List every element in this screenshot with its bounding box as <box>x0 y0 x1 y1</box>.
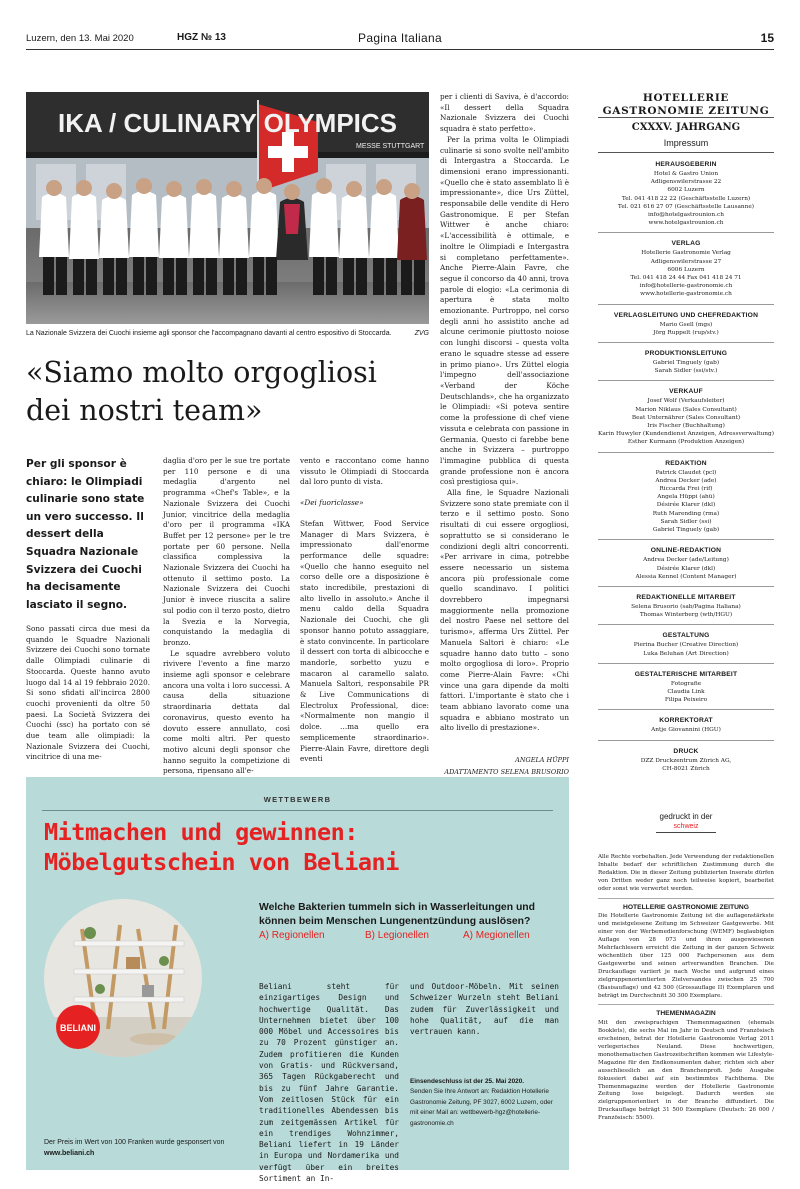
themenmagazin-description: Mit den zweisprachigen Themenmagazinen (ehemals Booklets), die sechs Mal im Jahr in Deutsch und Französisch erscheinen, betrat der Hotellerie Gastronomie Verlag 2011 verlegerisches Neuland. Diese hochwertigen, monothematischen Gastrozeitschriften kommen wie Lifestyle-Magazine für den Endkonsumenten daher, richten sich aber ausschliesslich an den Branchenprofi. Jede Ausgabe fokussiert dabei auf ein bestimmtes Fachthema. Die Themenmagazine werden der Hotellerie Gastronomie Zeitung lose beigelegt. Dadurch werden sie zielgruppenorientiert in der Branche diffundiert. Die Druckauflage beträgt 31 500 Exemplare (Deutsch: 26 000 / Französisch: 5500). <box>598 1020 774 1122</box>
impressum-section <box>598 311 774 343</box>
photo-caption-text: La Nazionale Svizzera dei Cuochi insieme agli sponsor che l'accompagnano davanti al centro espositivo di Stoccarda. <box>26 330 392 337</box>
issue-number: HGZ № 13 <box>177 32 226 43</box>
impressum-section-heading: HERAUSGEBERIN <box>655 161 717 168</box>
author-byline: ANGELA HÜPPI <box>515 756 569 764</box>
contest-question: Welche Bakterien tummeln sich in Wasserleitungen und können beim Menschen Lungenentzündung auslösen? <box>259 902 535 927</box>
beliani-logo-text: BELIANI <box>60 1023 96 1033</box>
furniture-illustration <box>44 899 202 1061</box>
impressum-section-heading: REDAKTIONELLE MITARBEIT <box>636 593 736 601</box>
article-subheading: «Dei fuoriclasse» <box>300 498 364 508</box>
adaptation-byline: ADATTAMENTO SELENA BRUSORIO <box>444 768 569 776</box>
impressum-credit-line: Pierina Bucher (Creative Direction) <box>633 642 739 649</box>
article-lead: Per gli sponsor è chiaro: le Olimpiadi culinarie sono state un vero successo. Il dessert della Squadra Nazionale Svizzera dei Cuochi ha decisamente lasciato il segno. <box>26 458 145 611</box>
article-headline <box>26 354 429 430</box>
impressum-credit-line: Adligenswilerstrasse 27 <box>650 258 722 265</box>
contest-deadline <box>410 1077 560 1129</box>
article-column-1 <box>26 624 150 763</box>
impressum-credit-line: CH-8021 Zürich <box>662 765 710 772</box>
headline-line-1: «Siamo molto orgogliosi <box>26 356 377 389</box>
impressum-credit-line: Antje Giovannini (HGU) <box>651 727 721 734</box>
impressum-credit-line: Esther Kurmann (Produktion Anzeigen) <box>627 439 745 446</box>
impressum-rule <box>598 152 774 153</box>
impressum-section-heading: DRUCK <box>673 747 699 755</box>
rights-notice: Alle Rechte vorbehalten. Jede Verwendung der redaktionellen Inhalte bedarf der schriftlichen Zustimmung durch die Redaktion. Die in dieser Zeitung publizierten Inserate dürfen von Dritten weder ganz noch teilweise kopiert, bearbeitet oder sonst wie verwertet werden. <box>598 854 774 892</box>
impressum-credit-line: Alessia Kennel (Content Manager) <box>635 573 737 580</box>
impressum-info <box>598 854 774 1127</box>
sponsor-description-left: Beliani steht für einzigartiges Design und hochwertige Qualität. Das Unternehmen bietet über 100 000 Möbel und Accessoires bis zu 70 Prozent günstiger an. Zudem profitieren die Kunden von Gratis- und Rückversand, 365 Tagen Rückgaberecht und bis zu fünf Jahre Garantie. Vom zeitlosen Stück für ein traditionelles Abendessen bis zum zeitgemässen Artikel für ein trendiges Wohnzimmer, Beliani liefert in 19 Länder in Europa und Nordamerika und verfügt über ein breites Sortiment an In- <box>259 982 399 1184</box>
hgz-description: Die Hotellerie Gastronomie Zeitung ist die auflagenstärkste und meistgelesene Zeitung im Schweizer Gastgewerbe. Mit einer von der Werbemedienforschung (WEMF) beglaubigten Auflage von 28 073 und ihren ausgewiesenen Mehrfachlesern erreicht die Zeitung in der ganzen Schweiz wöchentlich über 125 000 Fachpersonen aus dem Gastgewerbe und seinen artverwandten Branchen. Die Druckauflage variiert je nach Woche und aufgrund eines zielgruppenorientierten Zielversandes zwischen 25 700 (Basisauflage) und 42 500 (Grossauflage II) Exemplaren und beträgt im Durchschnitt 30 300 Exemplare. <box>598 913 774 999</box>
impressum-section-heading: VERLAGSLEITUNG UND CHEFREDAKTION <box>613 311 759 319</box>
impressum-credit-line: www.hotelgastrounion.ch <box>648 220 724 227</box>
furniture-image <box>44 899 202 1061</box>
impressum-credit-line: Tel. 021 616 27 07 (Geschäftsstelle Lausanne) <box>617 203 755 210</box>
impressum-section <box>598 747 774 778</box>
photo-caption <box>26 330 429 337</box>
impressum-section-heading: GESTALTUNG <box>662 632 710 640</box>
impressum-credit-line: Angela Hüppi (ahü) <box>657 494 715 501</box>
impressum-section-heading: KORREKTORAT <box>659 717 713 725</box>
impressum-section <box>598 670 774 711</box>
impressum-section <box>598 239 774 304</box>
impressum-section-heading: PRODUKTIONSLEITUNG <box>644 350 728 358</box>
impressum-credit-line: 6002 Luzern <box>667 187 705 194</box>
impressum-credit-line: info@hotelgastrounion.ch <box>648 212 724 219</box>
impressum-credit-line: Hotel & Gastro Union <box>653 171 719 177</box>
article-column-3 <box>300 456 429 765</box>
impressum-credit-line: Marion Niklaus (Sales Consultant) <box>635 406 737 413</box>
body-paragraph: per i clienti di Saviva, è d'accordo: «Il dessert della Squadra Nazionale Svizzera dei Cuochi squadra è stato perfetto». <box>440 92 569 134</box>
body-paragraph: daglia d'oro per le sue tre portate per 110 persone e di una medaglia d'argento nel programma «Chef's Table», e la Nazionale Svizzera dei Cuochi Junior, vincitrice della medaglia d'oro per il programma «IKA Buffet per 12 persone» per le tre portate per 60 persone. Nella classifica complessiva la Nazionale Svizzera dei Cuochi ha ottenuto il settimo posto. La Nazionale Svizzera dei Cuochi Junior è invece riuscita a salire sul podio con il terzo posto, dietro la Svezia e la Norvegia, conquistando la medaglia di bronzo. <box>163 456 290 647</box>
impressum-credit-line: info@hotellerie-gastronomie.ch <box>639 283 733 290</box>
impressum-credit-line: Sarah Sidler (ssi/stv.) <box>654 368 718 375</box>
impressum-credit-line: Mario Gsell (mgs) <box>659 321 713 328</box>
gedruckt-text: gedruckt in der <box>659 812 713 821</box>
impressum-banner <box>598 92 774 117</box>
photo-credit: ZVG <box>414 330 429 337</box>
impressum-credit-line: 6006 Luzern <box>667 266 705 273</box>
sponsor-description-right: und Outdoor-Möbeln. Mit seinen Schweizer Wurzeln steht Beliani zudem für Zuverlässigkeit und hohe Qualität, auf die man vertrauen kann. <box>410 982 559 1037</box>
impressum-section <box>598 716 774 740</box>
answer-option-b[interactable]: B) Legionellen <box>365 930 429 941</box>
gedruckt-underline <box>656 832 716 833</box>
contest-title-line-2: Möbelgutschein von Beliani <box>44 848 399 876</box>
impressum-credit-line: Iris Fischer (Buchhaltung) <box>647 423 725 430</box>
body-paragraph: Stefan Wittwer, Food Service Manager di Mars Svizzera, è impressionato dall'enorme performance delle squadre: «Quello che hanno eseguito nel corso delle ore a disposizione è stato incredibile, prestazioni di alto livello in assoluto.» Anche il menu caldo della Squadra Nazionale dei Cuochi, che gli sponsor hanno potuto assaggiare, è stato convincente. In particolare il dessert con torta di albicocche e mandorle, sorbetto yuzu e macaron al caramello salato. Manuela Saltori, responsabile PR & Live Communications di Electrolux Professional, dice: «Normalmente non mangio il dolce. …ma quello era semplicemente straordinario». Pierre-Alain Favre, direttore degli eventi <box>300 518 429 764</box>
impressum-section <box>598 631 774 663</box>
impressum-section-heading: VERKAUF <box>669 388 703 396</box>
impressum-separator <box>598 1004 774 1005</box>
impressum-credit-line: Adligenswilerstrasse 22 <box>650 179 722 186</box>
impressum-credit-line: Riccarda Frei (rif) <box>659 486 713 493</box>
body-paragraph: Le squadre avrebbero voluto rivivere l'evento a fine marzo insieme agli sponsor e celebrare ancora una volta i loro successi. A causa della situazione straordinaria dettata dal coronavirus, questo evento ha dovuto essere annullato, così come molti altri. Per questo motivo alcuni degli sponsor che hanno seguito la competizione di persona, ripensano all'e- <box>163 648 290 776</box>
hgz-heading: HOTELLERIE GASTRONOMIE ZEITUNG <box>623 903 749 911</box>
impressum-credit-line: Josef Wolf (Verkaufsleiter) <box>647 398 725 405</box>
themenmagazin-heading: THEMENMAGAZIN <box>656 1010 716 1018</box>
impressum-section-heading: GESTALTERISCHE MITARBEIT <box>634 670 738 678</box>
article-column-4 <box>440 92 569 734</box>
gedruckt-schweiz: schweiz <box>673 823 699 830</box>
sponsor-url[interactable]: www.beliani.ch <box>44 1150 95 1157</box>
contest-title-line-1: Mitmachen und gewinnen: <box>44 818 358 846</box>
impressum-credit-line: Andrea Decker (ade/Leitung) <box>643 557 729 564</box>
contest-box <box>26 777 569 1184</box>
impressum-label: Impressum <box>663 138 709 148</box>
impressum-section-heading: ONLINE-REDAKTION <box>650 547 722 555</box>
impressum-separator <box>598 898 774 899</box>
impressum-banner-line-1: HOTELLERIE <box>642 92 730 104</box>
impressum-credit-line: Tel. 041 418 24 44 Fax 041 418 24 71 <box>630 275 742 282</box>
impressum-credit-line: DZZ Druckzentrum Zürich AG, <box>640 757 732 764</box>
impressum-credit-line: Selena Brusorio (sab/Pagina Italiana) <box>631 603 741 610</box>
sponsor-note-text: Der Preis im Wert von 100 Franken wurde gesponsert von <box>44 1139 225 1146</box>
impressum-credit-line: Luka Beluhan (Art Direction) <box>643 650 729 657</box>
impressum-credit-line: Désirée Klarer (dkl) <box>656 502 716 509</box>
contest-tag: WETTBEWERB <box>263 795 332 804</box>
answer-option-c[interactable]: A) Megionellen <box>463 930 530 941</box>
contest-title <box>44 817 554 877</box>
printed-in-switzerland <box>626 812 746 833</box>
team-photo-illustration <box>26 92 429 324</box>
page-number: 15 <box>760 31 774 45</box>
impressum-section <box>598 459 774 541</box>
impressum-credit-line: Patrick Claudet (pcl) <box>655 469 717 476</box>
photo-banner-small: MESSE STUTTGART <box>356 143 425 150</box>
body-paragraph: Alla fine, le Squadre Nazionali Svizzere sono state premiate con il terzo e il settimo posto. Sono risultati di cui essere orgogliosi, soprattutto se si considerano le condizioni degli altri concorrenti. «Per arrivare in cima, potrebbe essere necessario un sistema ancora più professionale come quello scandinavo. I politici dovrebbero impegnarsi maggiormente nella promozione del nostro Paese nel settore del turismo», afferma Urs Züttel. Per Manuela Saltori è chiaro: «Le squadre hanno dato tutto – sono molto orgogliosa di loro». Proprio come Pierre-Alain Favre: «Chi vince una gara dipende da molti fattori. L'importante è stato che i team abbiano lavorato come una squadra e abbiano mostrato un alto livello di prestazione». <box>440 488 569 733</box>
impressum-credit-line: Désirée Klarer (dkl) <box>656 565 716 572</box>
impressum-credit-line: Karin Huwyler (Kundendienst Anzeigen, Adressverwaltung) <box>598 431 774 438</box>
impressum-section <box>598 593 774 625</box>
answer-option-a[interactable]: A) Regionellen <box>259 930 325 941</box>
headline-line-2: dei nostri team» <box>26 394 263 427</box>
contest-divider <box>42 810 553 811</box>
deadline-label: Einsendeschluss ist der 25. Mai 2020. <box>410 1078 525 1085</box>
impressum-rule <box>598 117 774 118</box>
impressum-credit-line: Fotografie <box>670 680 702 687</box>
impressum-credit-line: www.hotellerie-gastronomie.ch <box>640 291 732 298</box>
impressum-section-heading: REDAKTION <box>665 459 707 467</box>
impressum-section <box>598 349 774 381</box>
impressum-section <box>598 546 774 587</box>
body-paragraph: Per la prima volta le Olimpiadi culinarie si sono svolte nell'ambito di Intergastra a Stoccarda. Le dimensioni erano impressionanti. «Quello che è stato assemblato lì è impressionante», dice Urs Züttel, responsabile delle vendite di Hero Gastronomique. E per Stefan Wittwer è anche chiaro: «L'accessibilità è ottimale, e inoltre le Olimpiadi e Intergastra si completano perfettamente». Anche Pierre-Alain Favre, che segue il concorso da 40 anni, trova parole di elogio: «La cerimonia di apertura è stata molto emozionante. Purtroppo, nel corso degli anni ho assistito anche ad alcune cerimonie piuttosto noiose con lunghi discorsi – questa volta erano le squadre stesse ad essere in primo piano». Urs Züttel elogia l'impegno dell'associazione «Verband der Köche Deutschlands», che ha organizzato le Olimpiadi: «Si poteva sentire come la professione di chef viene vissuta e celebrata con passione in Germania. Questo ci farebbe bene anche in Svizzera – purtroppo l'immagine pubblica di questa grande professione non è ancora così prestigiosa qui». <box>440 134 569 487</box>
section-title: Pagina Italiana <box>358 31 442 45</box>
body-paragraph: vento e raccontano come hanno vissuto le Olimpiadi di Stoccarda dal loro punto di vista. <box>300 456 429 487</box>
impressum-section <box>598 160 774 233</box>
impressum-credit-line: Claudia Link <box>667 688 705 695</box>
issue-date: Luzern, den 13. Mai 2020 <box>26 33 134 44</box>
impressum-credits <box>598 160 774 784</box>
sponsor-note <box>44 1137 244 1159</box>
impressum-credit-line: Filipa Peixeiro <box>664 697 708 704</box>
impressum-credit-line: Andrea Decker (ade) <box>655 477 717 484</box>
impressum-credit-line: Sarah Sidler (ssi) <box>660 518 712 525</box>
article-column-2 <box>163 456 290 777</box>
team-photo <box>26 92 429 324</box>
impressum-credit-line: Hotellerie Gastronomie Verlag <box>641 250 731 257</box>
body-paragraph: Sono passati circa due mesi da quando le Squadre Nazionali Svizzere dei Cuochi sono tornate dalle Olimpiadi culinarie di Stoccarda. Queste hanno avuto luogo dal 14 al 19 febbraio 2020. Si sono sfidati all'incirca 2800 cuochi provenienti da oltre 50 paesi. La Società Svizzera dei Cuochi (ssc) ha portato con sé due team alle olimpiadi: la Nazionale Svizzera dei Cuochi, vincitrice di una me- <box>26 624 150 762</box>
photo-banner-text: IKA / CULINARY OLYMPICS <box>58 108 398 138</box>
impressum-credit-line: Gabriel Tinguely (gab) <box>652 527 720 534</box>
impressum-credit-line: Gabriel Tinguely (gab) <box>652 360 720 367</box>
deadline-instructions: Senden Sie Ihre Antwort an: Redaktion Hotellerie Gastronomie Zeitung, PF 3027, 6002 Luzern, oder mit einer Mail an: wettbewerb-hgz@hotellerie-gastronomie.ch <box>410 1088 553 1127</box>
impressum-jahrgang: CXXXV. JAHRGANG <box>631 122 741 133</box>
masthead <box>26 30 774 50</box>
impressum-banner-line-2: GASTRONOMIE ZEITUNG <box>602 104 770 117</box>
impressum-credit-line: Beat Unternährer (Sales Consultant) <box>631 414 741 421</box>
impressum-section-heading: VERLAG <box>671 240 701 248</box>
impressum-credit-line: Tel. 041 418 22 22 (Geschäftsstelle Luzern) <box>621 195 751 202</box>
impressum-credit-line: Thomas Winterberg (wth/HGU) <box>639 612 733 619</box>
impressum-credit-line: Ruth Marending (rma) <box>652 510 720 517</box>
impressum-credit-line: Jörg Ruppelt (rup/stv.) <box>653 329 719 336</box>
impressum-section <box>598 387 774 452</box>
